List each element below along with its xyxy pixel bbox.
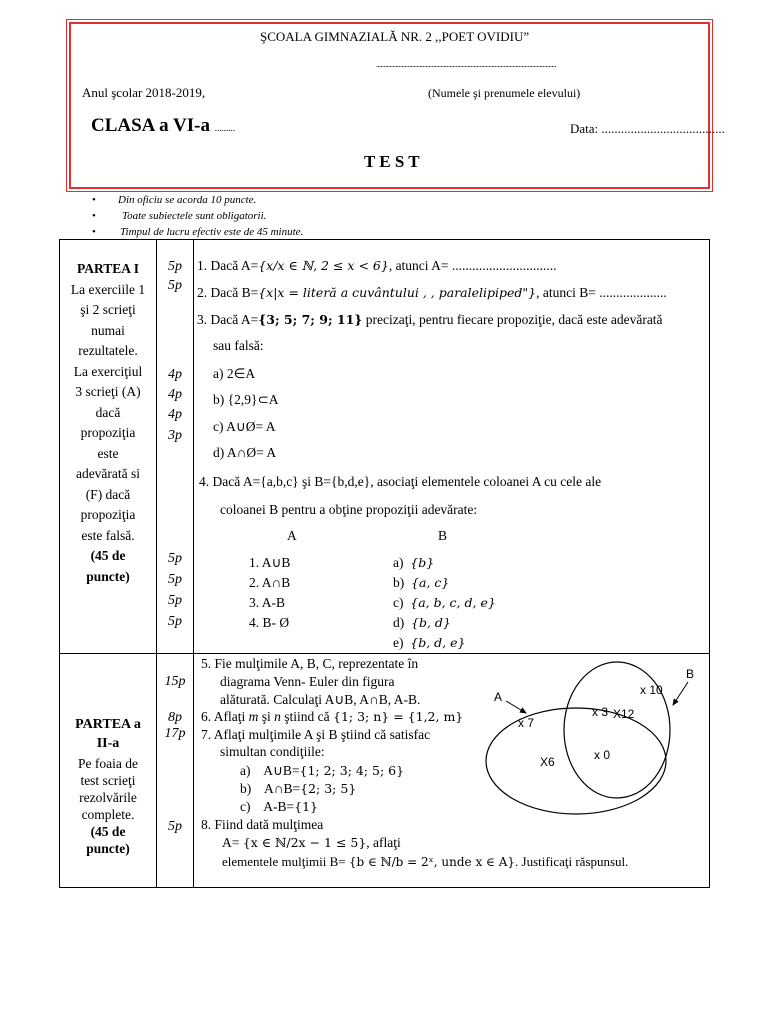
q7-item-label: c) bbox=[240, 799, 251, 814]
q7-line: 7. Aflaţi mulţimile A şi B ştiind că satisfac bbox=[201, 727, 431, 742]
venn-label-b: B bbox=[686, 667, 695, 681]
q4-right-label: b) bbox=[393, 575, 405, 590]
q4-right-item bbox=[393, 575, 449, 591]
points-q4-1: 5p bbox=[168, 551, 182, 566]
part2-desc-line: rezolvările bbox=[79, 790, 137, 805]
q4-right-value: {a, b, c, d, e} bbox=[410, 595, 496, 610]
q4-right-label: e) bbox=[393, 635, 404, 650]
q2-answer-blank: , atunci B= .................... bbox=[536, 285, 667, 300]
q5-line: alăturată. Calculaţi A∪B, A∩B, A-B. bbox=[220, 692, 421, 707]
q7-item-label: b) bbox=[240, 781, 252, 796]
points-q3c: 4p bbox=[168, 407, 182, 422]
question-8-line2 bbox=[222, 835, 401, 851]
question-1 bbox=[197, 258, 557, 274]
venn-diagram bbox=[480, 658, 708, 818]
q3-item-a: a) 2∈A bbox=[213, 366, 256, 381]
q4-right-value: {b, d} bbox=[411, 615, 451, 630]
q4-right-item bbox=[393, 615, 451, 631]
q6-var-n: n bbox=[274, 709, 281, 724]
venn-arrow-b bbox=[673, 682, 688, 705]
q8-text: A= bbox=[222, 835, 243, 850]
q7-item-text: A-B= bbox=[263, 799, 295, 814]
part1-desc-line: rezultatele. bbox=[78, 343, 138, 358]
q4-column-a-head: A bbox=[287, 528, 297, 543]
question-3 bbox=[197, 312, 663, 328]
q6-var-m: m bbox=[248, 709, 259, 724]
part2-desc-line: Pe foaia de bbox=[78, 756, 138, 771]
points-q5: 15p bbox=[164, 674, 186, 689]
student-name-line: ........................................................................................................................ bbox=[376, 60, 556, 69]
q4-right-value: {a, c} bbox=[411, 575, 450, 590]
venn-element: x 7 bbox=[518, 716, 535, 730]
test-title: T E S T bbox=[364, 152, 420, 171]
part1-desc-line: La exerciile 1 bbox=[70, 281, 146, 297]
venn-element: x 10 bbox=[640, 683, 663, 697]
part1-desc-line: adevărată si bbox=[75, 466, 141, 481]
school-year: Anul şcolar 2018-2019, bbox=[82, 85, 206, 100]
part1-description bbox=[60, 259, 156, 587]
part1-desc-line: propoziţia bbox=[80, 425, 136, 440]
q7-item-b bbox=[240, 781, 356, 797]
question-2 bbox=[197, 285, 667, 301]
q3-item-c: c) A∪Ø= A bbox=[213, 419, 276, 434]
venn-element: X6 bbox=[540, 755, 555, 769]
q4-right-label: d) bbox=[393, 615, 405, 630]
q4-right-label: a) bbox=[393, 555, 404, 570]
part2-desc-line: complete. bbox=[81, 807, 135, 822]
question-5 bbox=[201, 655, 420, 709]
q4-column-b-head: B bbox=[438, 528, 448, 543]
q5-line: diagrama Venn- Euler din figura bbox=[220, 674, 395, 689]
question-4: 4. Dacă A={a,b,c} şi B={b,d,e}, asociaţi elementele coloanei A cu cele ale bbox=[199, 474, 602, 489]
points-q4-4: 5p bbox=[168, 614, 182, 629]
q4-left-item: 3. A-B bbox=[249, 595, 286, 610]
question-7 bbox=[201, 726, 430, 760]
q4-left-item: 1. A∪B bbox=[249, 555, 291, 570]
question-6 bbox=[201, 709, 463, 725]
points-q7: 17p bbox=[164, 726, 186, 741]
q3-item-b: b) {2,9}⊂A bbox=[213, 392, 279, 407]
venn-element: X12 bbox=[613, 707, 635, 721]
q3-math: {3; 5; 7; 9; 11} bbox=[258, 312, 363, 327]
instruction-item: • Toate subiectele sunt obligatorii. bbox=[92, 208, 303, 224]
q7-item-text: A∪B= bbox=[263, 763, 300, 778]
q4-right-value: {b, d, e} bbox=[410, 635, 466, 650]
question-4-line2: coloanei B pentru a obţine propoziţii adevărate: bbox=[220, 502, 478, 517]
instruction-item: • Timpul de lucru efectiv este de 45 minute. bbox=[92, 224, 303, 240]
points-q8: 5p bbox=[168, 819, 182, 834]
q7-line: simultan condiţiile: bbox=[220, 744, 325, 759]
q1-math: {x/x ∈ ℕ, 2 ≤ x < 6} bbox=[258, 258, 389, 273]
q3-text: 3. Dacă A= bbox=[197, 312, 259, 327]
part2-description bbox=[60, 715, 156, 857]
part2-desc-line: test scrieţi bbox=[80, 773, 136, 788]
points-q4-2: 5p bbox=[168, 572, 182, 587]
q7-item-text: A∩B= bbox=[264, 781, 301, 796]
date-label: Data: ...................................... bbox=[570, 121, 725, 136]
q8-text: elementele mulţimii B= bbox=[222, 854, 349, 869]
venn-label-a: A bbox=[494, 690, 503, 704]
points-q2: 5p bbox=[168, 278, 182, 293]
part1-title: PARTEA I bbox=[77, 261, 139, 276]
q1-answer-blank: , atunci A= ............................... bbox=[388, 258, 557, 273]
q8-text: , aflaţi bbox=[366, 835, 401, 850]
part1-desc-line: numai bbox=[91, 322, 125, 338]
q2-math: {x|x = literă a cuvântului , , paralelipiped"} bbox=[258, 285, 537, 300]
part2-points-total: puncte) bbox=[86, 841, 130, 856]
q6-text: 6. Aflaţi bbox=[201, 709, 249, 724]
q2-text: 2. Dacă B= bbox=[197, 285, 259, 300]
q6-text: şi bbox=[258, 709, 275, 724]
q8-math-b: {b ∈ ℕ/b = 2ˣ, unde x ∈ A} bbox=[348, 855, 516, 869]
instructions-list bbox=[92, 192, 303, 240]
instruction-item: • Din oficiu se acorda 10 puncte. bbox=[92, 192, 303, 208]
q8-math-a: {x ∈ ℕ/2x − 1 ≤ 5} bbox=[242, 835, 367, 850]
venn-element: x 3 bbox=[592, 705, 609, 719]
class-dots: ......... bbox=[214, 123, 235, 133]
q5-line: 5. Fie mulţimile A, B, C, reprezentate în bbox=[201, 656, 419, 671]
points-q3a: 4p bbox=[168, 367, 182, 382]
q4-right-item bbox=[393, 555, 434, 571]
venn-element: x 0 bbox=[594, 748, 611, 762]
question-8-line3 bbox=[222, 854, 628, 870]
q4-right-item bbox=[393, 595, 496, 611]
points-q1: 5p bbox=[168, 259, 182, 274]
part2-title: PARTEA a bbox=[75, 717, 141, 732]
q4-right-item bbox=[393, 635, 465, 651]
q7-item-math: {1; 2; 3; 4; 5; 6} bbox=[299, 763, 405, 778]
q7-item-label: a) bbox=[240, 763, 251, 778]
q3-text-rest: precizaţi, pentru fiecare propoziţie, dacă este adevărată bbox=[362, 312, 663, 327]
q6-text: ştiind că bbox=[280, 709, 334, 724]
q4-right-value: {b} bbox=[410, 555, 435, 570]
part1-desc-line: (F) dacă bbox=[85, 486, 131, 502]
part1-desc-line: este falsă. bbox=[81, 527, 135, 543]
points-q6: 8p bbox=[168, 710, 182, 725]
class-label bbox=[91, 115, 235, 137]
q6-math: {1; 3; n} = {1,2, m} bbox=[333, 709, 464, 724]
q4-left-item: 4. B- Ø bbox=[249, 615, 290, 630]
points-q3b: 4p bbox=[168, 387, 182, 402]
part1-desc-line: dacă bbox=[95, 404, 121, 420]
part1-desc-line: La exerciţiul bbox=[73, 363, 143, 379]
school-name: ŞCOALA GIMNAZIALĂ NR. 2 ,,POET OVIDIU” bbox=[260, 29, 530, 44]
q1-text: 1. Dacă A= bbox=[197, 258, 259, 273]
part1-desc-line: propoziţia bbox=[80, 507, 136, 522]
part2-points-total: (45 de bbox=[90, 824, 126, 839]
part2-title: II-a bbox=[96, 736, 120, 751]
part1-desc-line: şi 2 scrieţi bbox=[80, 302, 136, 317]
q7-item-math: {1} bbox=[294, 799, 318, 814]
q8-text: . Justificaţi răspunsul. bbox=[515, 854, 629, 869]
points-q3d: 3p bbox=[168, 428, 182, 443]
q4-left-item: 2. A∩B bbox=[249, 575, 291, 590]
student-name-label: (Numele şi prenumele elevului) bbox=[428, 86, 581, 100]
part1-desc-line: 3 scrieţi (A) bbox=[75, 384, 141, 399]
points-q4-3: 5p bbox=[168, 593, 182, 608]
part1-points-total: puncte) bbox=[86, 568, 130, 584]
class-title: CLASA a VI-a bbox=[91, 115, 210, 136]
venn-set-a bbox=[486, 708, 666, 814]
part1-desc-line: este bbox=[97, 445, 119, 461]
q7-item-c bbox=[240, 799, 318, 815]
venn-arrow-a bbox=[506, 701, 526, 713]
q4-right-label: c) bbox=[393, 595, 404, 610]
q3-item-d: d) A∩Ø= A bbox=[213, 445, 277, 460]
part1-points-total: (45 de bbox=[90, 548, 126, 563]
q7-item-math: {2; 3; 5} bbox=[300, 781, 357, 796]
q7-item-a bbox=[240, 763, 404, 779]
question-3-line2: sau falsă: bbox=[213, 338, 264, 353]
question-8: 8. Fiind dată mulţimea bbox=[201, 817, 324, 832]
